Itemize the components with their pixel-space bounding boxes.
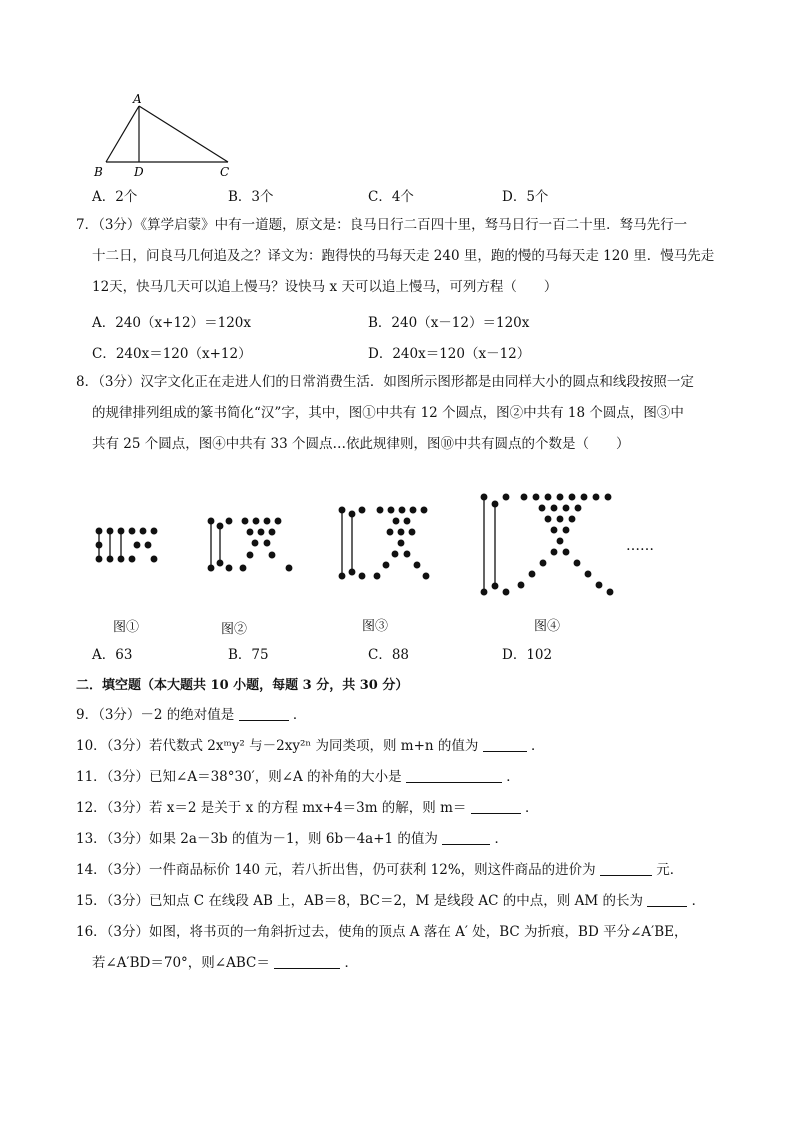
q11 bbox=[76, 762, 520, 792]
q16-answer-blank[interactable] bbox=[274, 954, 340, 969]
figure-3 bbox=[339, 507, 429, 579]
figure-3-caption: 图③ bbox=[362, 619, 389, 634]
q6-option-a[interactable]: A．2个 bbox=[92, 189, 138, 205]
q9-answer-blank[interactable] bbox=[239, 706, 289, 721]
q8-line1: 8．（3分）汉字文化正在走进人们的日常消费生活．如图所示图形都是由同样大小的圆点和线段按照一定 bbox=[76, 374, 694, 390]
label-d: D bbox=[134, 165, 144, 179]
figure-2 bbox=[208, 518, 292, 571]
q12 bbox=[76, 793, 538, 823]
q15-answer-blank[interactable] bbox=[647, 892, 687, 907]
q6-option-b[interactable]: B．3个 bbox=[228, 189, 274, 205]
q10-text: 10．（3分）若代数式 2xᵐy² 与－2xy²ⁿ 为同类项，则 m+n 的值为 bbox=[76, 738, 479, 754]
q7-option-c[interactable]: C．240x＝120（x+12） bbox=[92, 346, 252, 362]
q9-end: ． bbox=[292, 707, 307, 723]
q8-option-c[interactable]: C．88 bbox=[368, 647, 410, 663]
q9 bbox=[76, 700, 306, 730]
triangle-figure bbox=[88, 92, 248, 182]
q15-text: 15．（3分）已知点 C 在线段 AB 上，AB＝8，BC＝2，M 是线段 AC 的中点，则 AM 的长为 bbox=[76, 893, 643, 909]
q10-end: ． bbox=[530, 738, 545, 754]
q6-option-c[interactable]: C．4个 bbox=[368, 189, 414, 205]
q8-option-b[interactable]: B．75 bbox=[228, 647, 269, 663]
q16-end: ． bbox=[344, 955, 358, 971]
q8-line3: 共有 25 个圆点，图④中共有 33 个圆点…依此规律则，图⑩中共有圆点的个数是（ ） bbox=[92, 436, 630, 452]
figure-ellipsis: …… bbox=[626, 538, 654, 554]
label-a: A bbox=[133, 92, 142, 106]
q14 bbox=[76, 855, 683, 885]
q15 bbox=[76, 886, 705, 916]
q16-line1: 16．（3分）如图，将书页的一角斜折过去，使角的顶点 A 落在 A′ 处，BC 为折痕，BD 平分∠A′BE， bbox=[76, 924, 688, 940]
q14-end: 元． bbox=[656, 862, 684, 878]
figure-2-caption: 图② bbox=[221, 622, 248, 637]
q11-text: 11．（3分）已知∠A＝38°30′，则∠A 的补角的大小是 bbox=[76, 769, 402, 785]
figure-1 bbox=[96, 528, 157, 562]
q8-option-a[interactable]: A．63 bbox=[92, 647, 133, 663]
q7-option-d[interactable]: D．240x＝120（x－12） bbox=[368, 346, 531, 362]
q6-option-d[interactable]: D．5个 bbox=[502, 189, 549, 205]
q9-text: 9．（3分）－2 的绝对值是 bbox=[76, 707, 235, 723]
q7-option-a[interactable]: A．240（x+12）＝120x bbox=[92, 315, 252, 331]
q8-option-d[interactable]: D．102 bbox=[502, 647, 553, 663]
figure-4-caption: 图④ bbox=[534, 619, 561, 634]
label-c: C bbox=[220, 165, 230, 179]
q11-end: ． bbox=[506, 769, 520, 785]
q15-end: ． bbox=[691, 893, 706, 909]
q14-text: 14．（3分）一件商品标价 140 元，若八折出售，仍可获利 12%，则这件商品的进价为 bbox=[76, 862, 596, 878]
q13 bbox=[76, 824, 508, 854]
q11-answer-blank[interactable] bbox=[406, 768, 502, 783]
q16-line2 bbox=[92, 948, 358, 978]
dot-pattern-figures bbox=[80, 480, 700, 610]
q8-line2: 的规律排列组成的篆书简化“汉”字，其中，图①中共有 12 个圆点，图②中共有 18 个圆点，图③中 bbox=[92, 405, 684, 421]
section-2-title: 二．填空题（本大题共 10 小题，每题 3 分，共 30 分） bbox=[76, 678, 409, 693]
figure-1-caption: 图① bbox=[113, 620, 140, 635]
q7-line2: 十二日，问良马几何追及之？译文为：跑得快的马每天走 240 里，跑的慢的马每天走 120 里．慢马先走 bbox=[92, 248, 715, 264]
q12-text: 12．（3分）若 x＝2 是关于 x 的方程 mx+4＝3m 的解，则 m＝ bbox=[76, 800, 467, 816]
q14-answer-blank[interactable] bbox=[600, 861, 652, 876]
q7-option-b[interactable]: B．240（x－12）＝120x bbox=[368, 315, 530, 331]
q10-answer-blank[interactable] bbox=[483, 737, 527, 752]
q7-line3: 12天，快马几天可以追上慢马？设快马 x 天可以追上慢马，可列方程（ ） bbox=[92, 279, 558, 295]
label-b: B bbox=[94, 165, 103, 179]
q13-text: 13．（3分）如果 2a－3b 的值为－1，则 6b－4a+1 的值为 bbox=[76, 831, 438, 847]
figure-4 bbox=[481, 494, 613, 595]
q13-answer-blank[interactable] bbox=[442, 830, 490, 845]
q13-end: ． bbox=[494, 831, 509, 847]
q12-answer-blank[interactable] bbox=[471, 799, 521, 814]
q10 bbox=[76, 731, 544, 761]
q7-line1: 7．（3分）《算学启蒙》中有一道题，原文是：良马日行二百四十里，驽马日行一百二十里．驽马先行一 bbox=[76, 217, 688, 233]
q16-text: 若∠A′BD＝70°，则∠ABC＝ bbox=[92, 955, 270, 971]
q12-end: ． bbox=[524, 800, 539, 816]
